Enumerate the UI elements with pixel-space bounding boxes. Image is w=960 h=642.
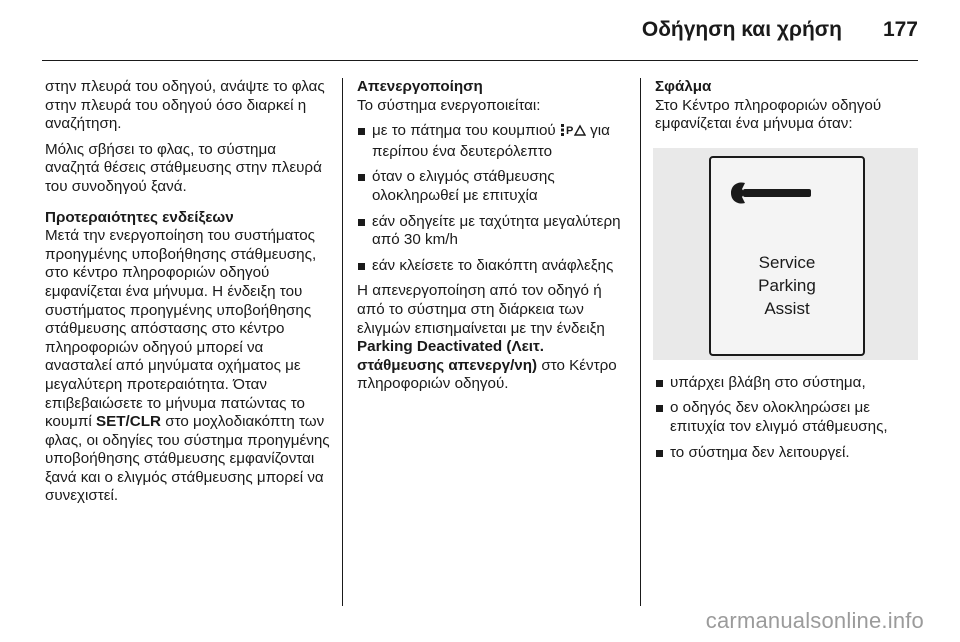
column-left	[45, 78, 330, 513]
header-rule	[42, 60, 918, 61]
column-middle	[357, 78, 627, 401]
priorities-text-a: Μετά την ενεργοποίηση του συστήματος προηγμένης υποβοήθησης στάθμευσης, στο κέντρο πληροφοριών οδηγού εμφανίζεται ένα μήνυμα. Η ένδειξη του συστήματος προηγμένης υποβοήθησης στάθμευσης απόστασης στο κέντρο πληροφοριών οδηγού μπορεί να ανασταλεί από μηνύματα οχήματος με μεγαλύτερη προτεραιότητα. Όταν επιβεβαιώσετε το μήνυμα πατώντας το κουμπί	[45, 227, 317, 431]
column-divider-1	[342, 78, 343, 606]
list-item: ο οδηγός δεν ολοκληρώσει με επιτυχία τον ελιγμό στάθμευσης,	[655, 399, 923, 436]
set-clr-label: SET/CLR	[96, 413, 161, 431]
deactivation-text-c: στο Κέντρο πληροφοριών οδηγού.	[357, 356, 617, 393]
parking-deactivated-label: Parking Deactivated (Λειτ. στάθμευσης απενεργ/νη)	[357, 338, 545, 374]
page-number: 177	[882, 18, 918, 41]
display-panel	[709, 156, 865, 356]
svg-text:P: P	[565, 125, 574, 138]
list-item: υπάρχει βλάβη στο σύστημα,	[655, 374, 923, 393]
list-item: εάν κλείσετε το διακόπτη ανάφλεξης	[357, 257, 627, 276]
figure-text-service: Service	[758, 252, 816, 272]
list-item: όταν ο ελιγμός στάθμευσης ολοκληρωθεί με επιτυχία	[357, 168, 627, 205]
figure-text-parking: Parking	[758, 275, 816, 295]
watermark: carmanualsonline.info	[705, 608, 924, 633]
paragraph-display-priorities	[45, 209, 330, 507]
deactivation-intro: Το σύστημα ενεργοποιείται:	[357, 96, 541, 114]
bullet-text: με το πάτημα του κουμπιού	[372, 122, 556, 140]
priorities-text-c: στο μοχλοδιακόπτη των φλας, οι οδηγίες του σύστημα προηγμένης υποβοήθησης στάθμευσης εμφανίζονται ξανά και ο ελιγμός στάθμευσης μπορεί να συνεχιστεί.	[45, 413, 330, 505]
section-heading-deactivation: Απενεργοποίηση	[357, 78, 483, 95]
list-item: εάν οδηγείτε με ταχύτητα μεγαλύτερη από 30 km/h	[357, 213, 627, 250]
fault-intro: Στο Κέντρο πληροφοριών οδηγού εμφανίζεται ένα μήνυμα όταν:	[655, 96, 882, 133]
deactivation-message-paragraph	[357, 282, 627, 394]
wrench-icon	[729, 180, 813, 212]
paragraph-indicator-off: Μόλις σβήσει το φλας, το σύστημα αναζητά θέσεις στάθμευσης στην πλευρά του συνοδηγού ξανά.	[45, 140, 322, 195]
parking-assist-icon	[560, 123, 586, 143]
list-item	[357, 122, 627, 161]
list-item: το σύστημα δεν λειτουργεί.	[655, 444, 923, 463]
bullet-text: για περίπου ένα δευτερόλεπτο	[372, 122, 610, 160]
service-parking-assist-figure	[653, 148, 918, 360]
column-divider-2	[640, 78, 641, 606]
figure-text-assist: Assist	[764, 298, 810, 318]
column-right	[655, 78, 923, 469]
fault-list	[655, 374, 923, 462]
deactivation-text-a: Η απενεργοποίηση από τον οδηγό ή από το σύστημα στη διάρκεια των ελιγμών επισημαίνεται με την ένδειξη	[357, 282, 605, 337]
header-title: Οδήγηση και χρήση	[641, 18, 842, 41]
section-heading-fault: Σφάλμα	[655, 78, 712, 95]
deactivation-list	[357, 122, 627, 275]
page-header	[0, 0, 960, 62]
paragraph-continuation: στην πλευρά του οδηγού, ανάψτε το φλας στην πλευρά του οδηγού όσο διαρκεί η αναζήτηση.	[45, 78, 325, 133]
section-heading-priorities: Προτεραιότητες ενδείξεων	[45, 208, 234, 226]
